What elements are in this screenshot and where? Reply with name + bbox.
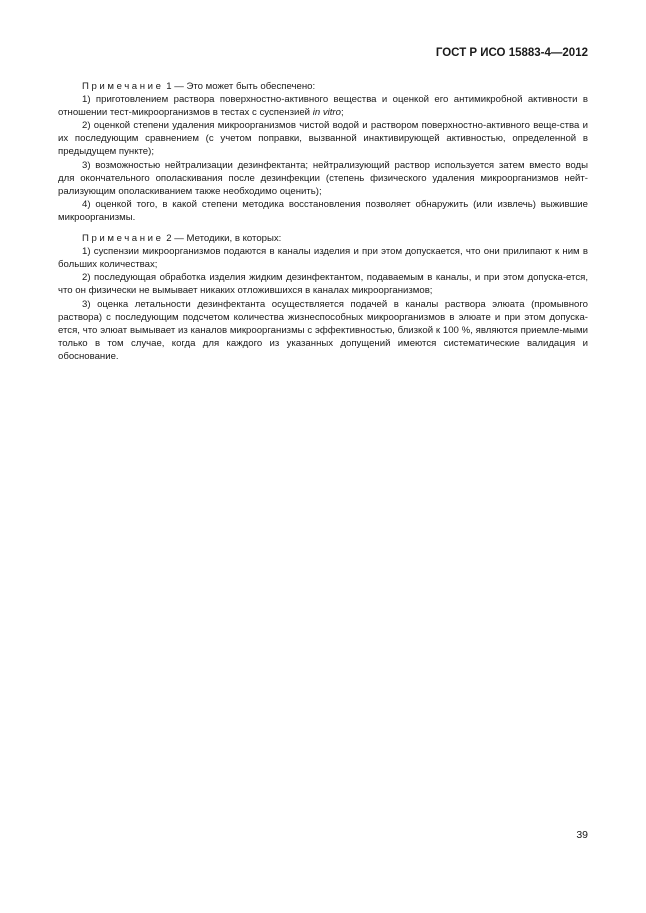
note1-intro-text: Это может быть обеспечено: <box>186 81 316 92</box>
note2-intro <box>58 232 588 245</box>
note1-number: 1 — <box>163 81 187 92</box>
document-body <box>58 80 588 363</box>
note2-intro-text: Методики, в которых: <box>186 233 282 245</box>
note2-item3: 3) оценка летальности дезинфектанта осуществляется подачей в каналы раствора элюата (промывного раствора) с последующим подсчетом количества жизнеспособных микроорганизмов в элюате и при этом допуска-ется, что элюат вымывает из каналов микроорганизмы с эффективностью, близкой к 100 %, являются приемле-мыми только в том случае, когда для каждого из указанных допущений имеются систематические валидация и обоснование. <box>58 298 588 362</box>
note2-number: 2 — <box>163 233 187 245</box>
page-number: 39 <box>576 829 588 841</box>
note2-label: Примечание <box>82 233 164 245</box>
note-spacer <box>58 224 588 232</box>
note1-intro <box>58 80 588 93</box>
document-header: ГОСТ Р ИСО 15883-4—2012 <box>435 47 588 59</box>
note2-item1: 1) суспензии микроорганизмов подаются в каналы изделия и при этом допускается, что они прилипают к ним в больших количествах; <box>58 246 588 271</box>
note1-item1-text: 1) приготовлением раствора поверхностно-активного вещества и оценкой его антимикробной активности в отношении тест-микроорганизмов в тестах с суспензией <box>58 94 588 119</box>
note1-label: Примечание <box>82 81 164 92</box>
note1-item2: 2) оценкой степени удаления микроорганизмов чистой водой и раствором поверхностно-активного веще-ства и их последующим сравнением (с учетом поправки, вызванной инактивирующей активностью, определенной в предыдущем пункте); <box>58 120 588 158</box>
note1-item3: 3) возможностью нейтрализации дезинфектанта; нейтрализующий раствор используется затем вместо воды для окончательного ополаскивания после дезинфекции (степень физического удаления микроорганизмов нейт-рализующим ополаскиванием также необходимо оценить); <box>58 159 588 197</box>
note2-item2: 2) последующая обработка изделия жидким дезинфектантом, подаваемым в каналы, и при этом допуска-ется, что он физически не вымывает никаких отложившихся в каналах микроорганизмов; <box>58 272 588 297</box>
note1-item1 <box>58 93 588 119</box>
note1-item4: 4) оценкой того, в какой степени методика восстановления позволяет обнаружить (или извлечь) выжившие микроорганизмы. <box>58 198 588 223</box>
note1-item1-italic: in vitro <box>312 107 341 119</box>
note1-item1-end: ; <box>340 107 344 119</box>
